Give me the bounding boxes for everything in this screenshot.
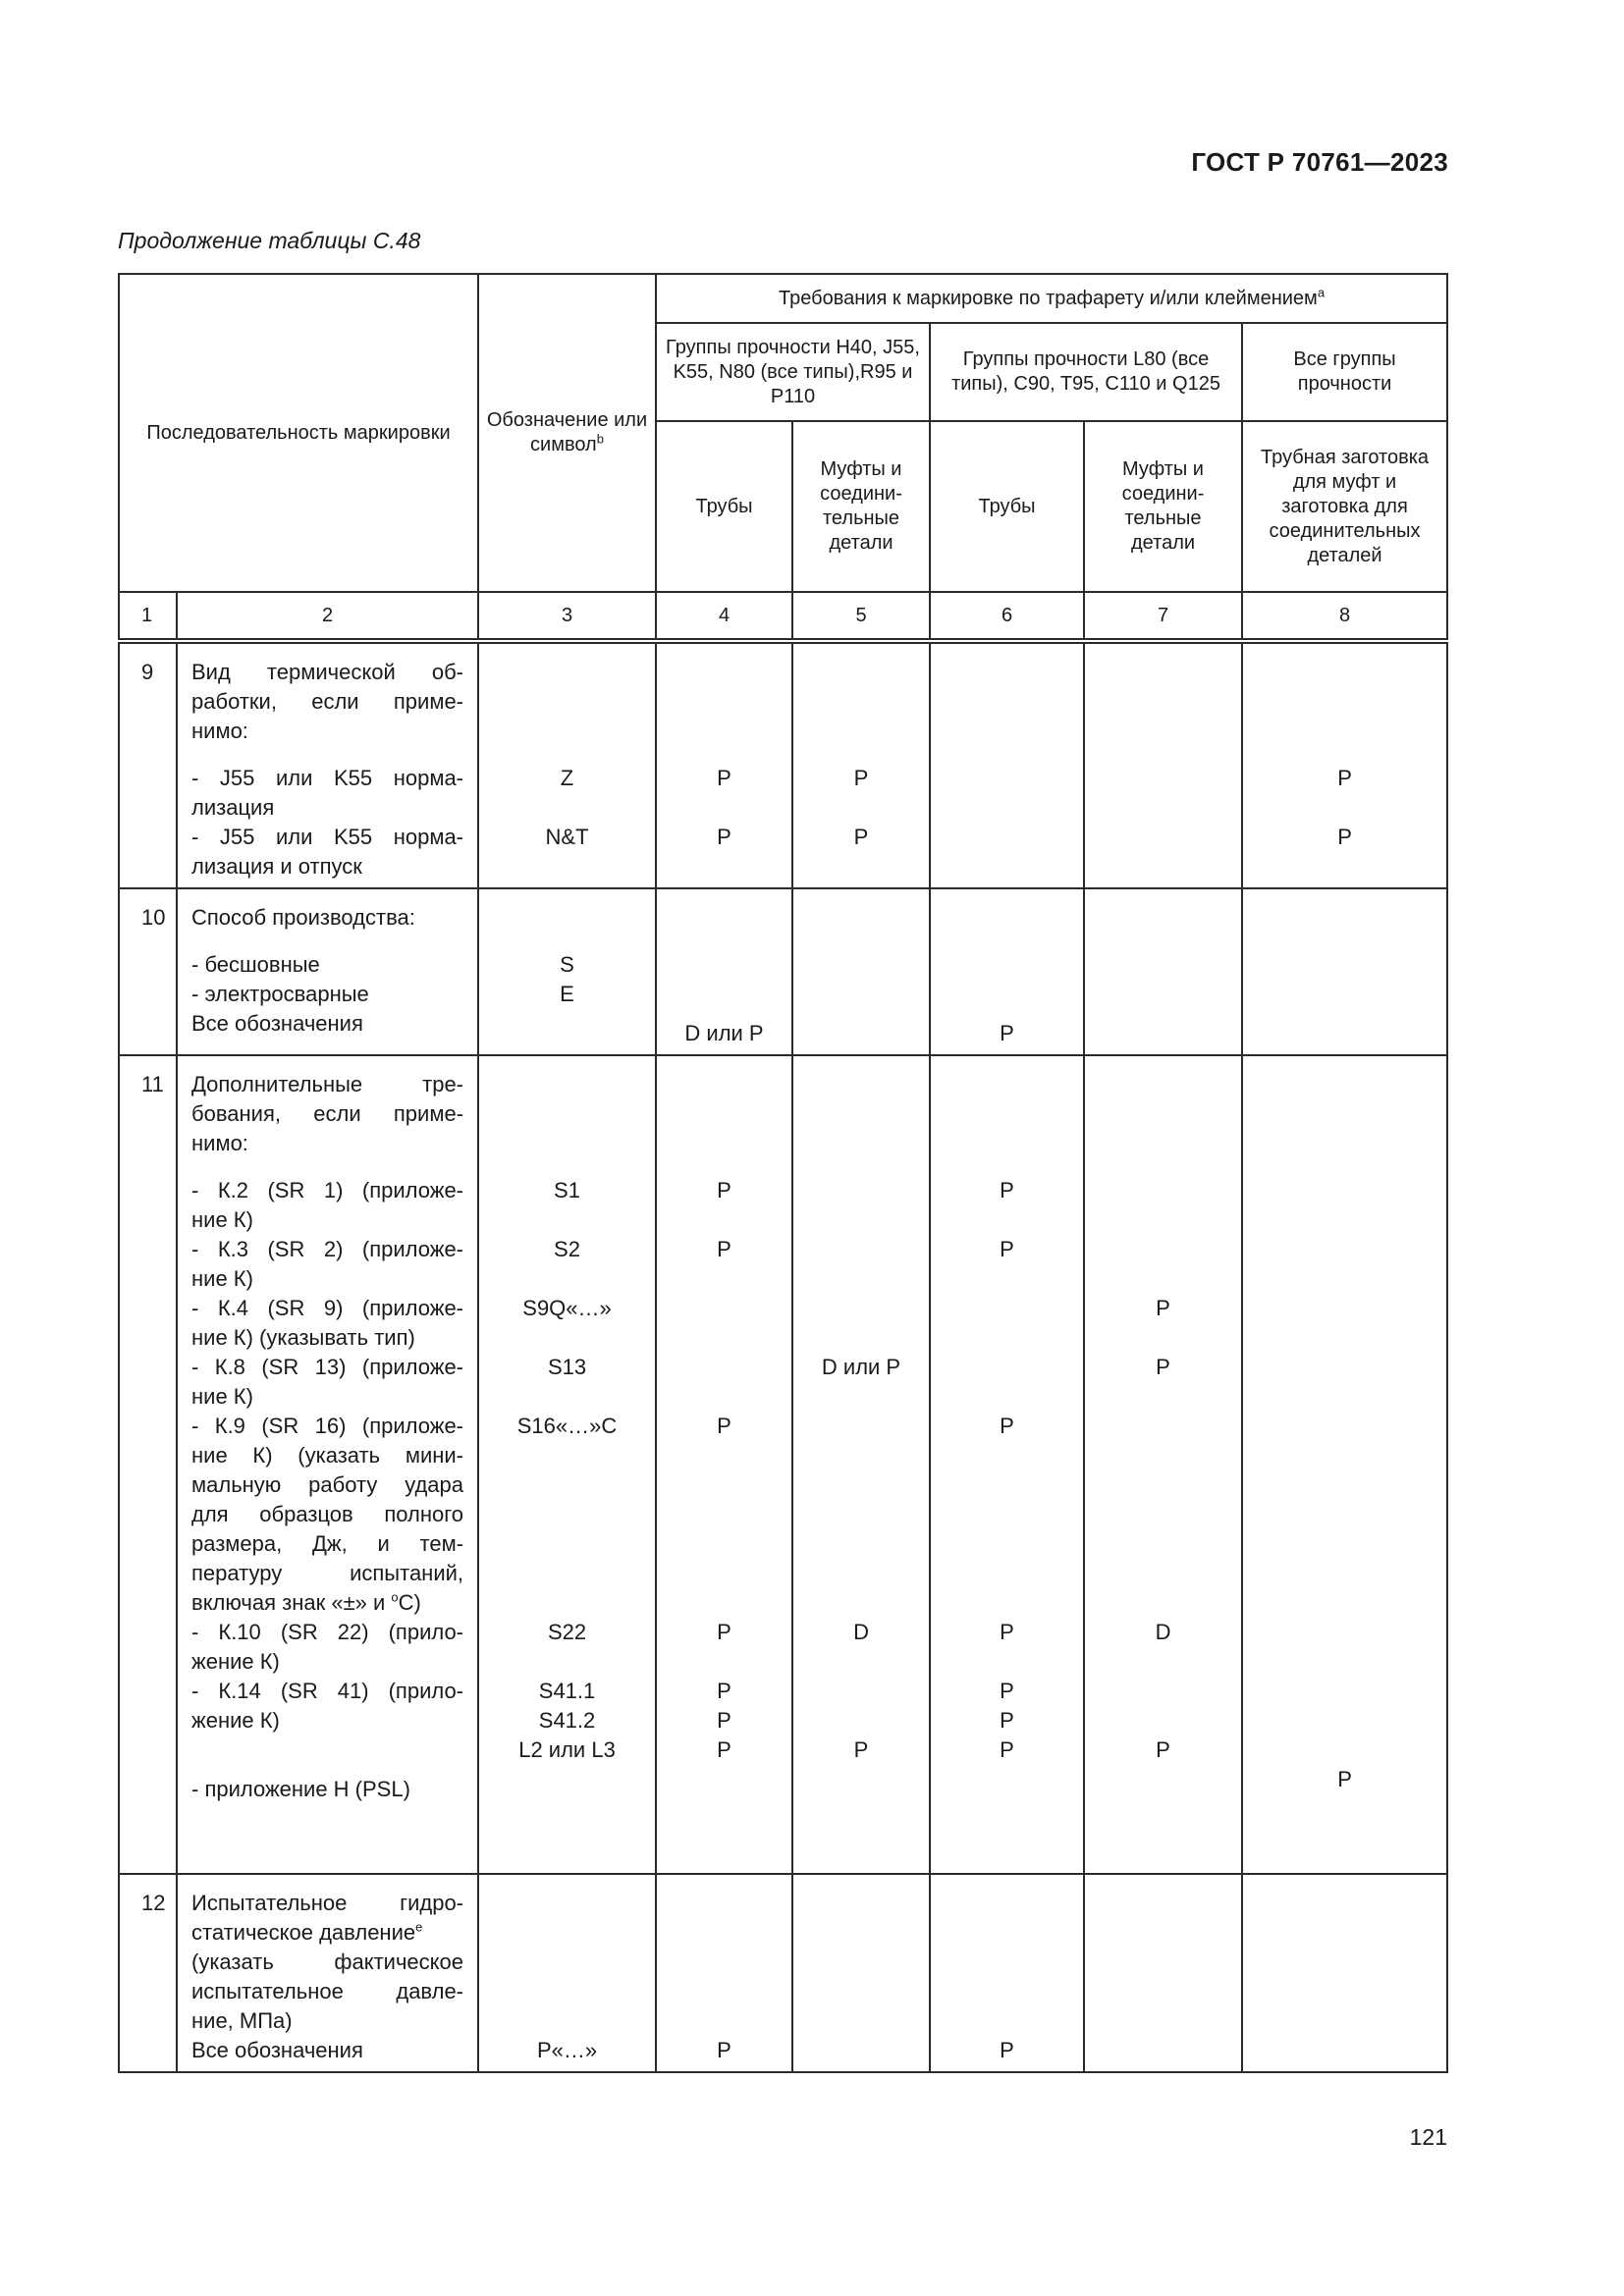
row-description: Дополнительные тре- бования, если приме- нимо: - К.2 (SR 1) (приложе- ние К) - К.3 (SR 2) (приложе- ние К) - К.4 (SR 9) (приложе- ние К) (указывать тип) - К.8 (SR 13) (приложе- ние К) - К.9 (SR 16) (приложе- ние К) (указать мини- мальную работу удара для образцов полного размера, Дж, и тем- пературу испытаний, включая знак «±» и $^о$С) - К.10 (SR 22) (прило- жение К) - К.14 (SR 41) (прило- жение К) - приложение Н (PSL) <box>177 1055 478 1874</box>
column-numbers-row <box>119 592 1447 641</box>
header-pipes-1: Трубы <box>656 421 792 592</box>
header-group-2: Группы прочности L80 (все типы), C90, T95, C110 и Q125 <box>930 323 1242 421</box>
cell-col6: P <box>930 888 1084 1055</box>
col-number: 5 <box>792 592 930 641</box>
page-number: 121 <box>1409 2124 1447 2150</box>
cell-col4: P P <box>656 641 792 888</box>
designation-cell: Z N&T <box>478 641 656 888</box>
col-number: 3 <box>478 592 656 641</box>
cell-col4: P <box>656 1874 792 2072</box>
table-row <box>119 888 1447 1055</box>
cell-col6: P <box>930 1874 1084 2072</box>
cell-col5: P P <box>792 641 930 888</box>
row-number: 11 <box>119 1055 177 1874</box>
row-number: 12 <box>119 1874 177 2072</box>
cell-col5 <box>792 1874 930 2072</box>
cell-col5: D или P D P <box>792 1055 930 1874</box>
col-number: 7 <box>1084 592 1242 641</box>
header-requirements: Требования к маркировке по трафарету и/или клеймением$^a$ <box>656 274 1447 323</box>
cell-col7 <box>1084 1874 1242 2072</box>
cell-col8 <box>1242 888 1447 1055</box>
header-group-1: Группы прочности H40, J55, K55, N80 (все типы),R95 и P110 <box>656 323 930 421</box>
header-stock: Трубная заготовка для муфт и заготовка для соединительных деталей <box>1242 421 1447 592</box>
cell-col7 <box>1084 641 1242 888</box>
row-number: 10 <box>119 888 177 1055</box>
col-number: 8 <box>1242 592 1447 641</box>
header-group-3: Все группы прочности <box>1242 323 1447 421</box>
row-description: Вид термической об- работки, если приме- нимо: - J55 или K55 норма- лизация - J55 или K55 норма- лизация и отпуск <box>177 641 478 888</box>
row-description: Испытательное гидро- статическое давление$^е$ (указать фактическое испытательное давле- ние, МПа) Все обозначения <box>177 1874 478 2072</box>
cell-col5 <box>792 888 930 1055</box>
header-couplings-1: Муфты и соедини-тельные детали <box>792 421 930 592</box>
designation-cell: S E <box>478 888 656 1055</box>
cell-col6 <box>930 641 1084 888</box>
cell-col4: D или P <box>656 888 792 1055</box>
table-row <box>119 1874 1447 2072</box>
header-pipes-2: Трубы <box>930 421 1084 592</box>
col-number: 1 <box>119 592 177 641</box>
cell-col4: P P P P P P P <box>656 1055 792 1874</box>
document-code: ГОСТ Р 70761—2023 <box>1191 147 1448 177</box>
col-number: 2 <box>177 592 478 641</box>
cell-col8: P P <box>1242 641 1447 888</box>
cell-col8: P <box>1242 1055 1447 1874</box>
col-number: 4 <box>656 592 792 641</box>
header-couplings-2: Муфты и соедини-тельные детали <box>1084 421 1242 592</box>
designation-cell: P«…» <box>478 1874 656 2072</box>
cell-col7: P P D P <box>1084 1055 1242 1874</box>
cell-col8 <box>1242 1874 1447 2072</box>
row-number: 9 <box>119 641 177 888</box>
header-designation: Обозначение или символ$^b$ <box>478 274 656 592</box>
row-description: Способ производства: - бесшовные - электросварные Все обозначения <box>177 888 478 1055</box>
cell-col7 <box>1084 888 1242 1055</box>
table-caption: Продолжение таблицы С.48 <box>118 228 421 253</box>
table-row <box>119 641 1447 888</box>
table-row <box>119 1055 1447 1874</box>
cell-col6: P P P P P P P <box>930 1055 1084 1874</box>
header-sequence: Последовательность маркировки <box>119 274 478 592</box>
designation-cell: S1 S2 S9Q«…» S13 S16«…»C S22 S41.1 S41.2 L2 или L3 <box>478 1055 656 1874</box>
col-number: 6 <box>930 592 1084 641</box>
marking-table <box>118 273 1448 2073</box>
